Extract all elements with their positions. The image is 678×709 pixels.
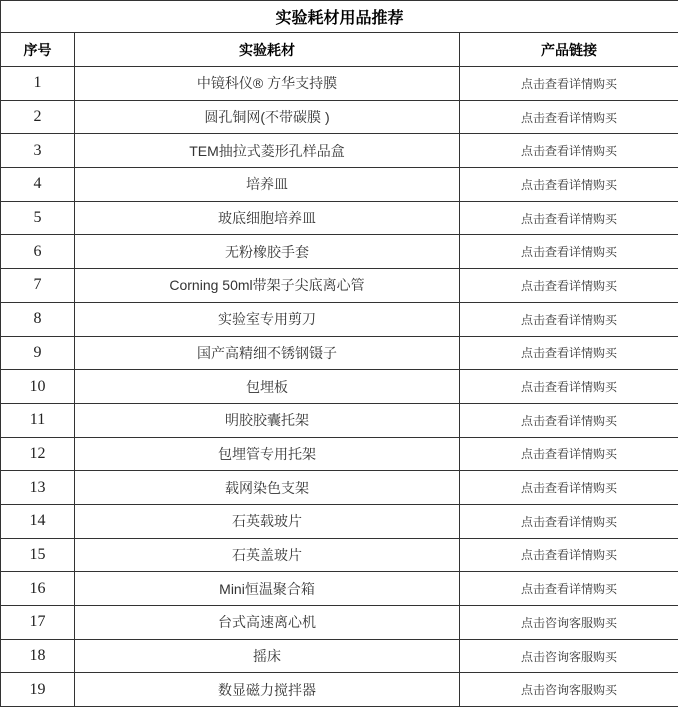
row-link[interactable]: 点击查看详情购买 [460,269,678,303]
row-index: 15 [1,538,75,572]
row-link[interactable]: 点击查看详情购买 [460,235,678,269]
row-item-name: 载网染色支架 [75,471,460,505]
row-index: 11 [1,403,75,437]
column-header-row [1,33,678,67]
row-index: 17 [1,606,75,640]
row-link[interactable]: 点击查看详情购买 [460,471,678,505]
table-row [1,370,678,404]
table-row [1,269,678,303]
row-index: 14 [1,504,75,538]
table-row [1,572,678,606]
row-item-name: 无粉橡胶手套 [75,235,460,269]
row-item-name: 台式高速离心机 [75,606,460,640]
row-item-name: 石英盖玻片 [75,538,460,572]
row-item-name: 包埋板 [75,370,460,404]
row-link[interactable]: 点击查看详情购买 [460,336,678,370]
table-head [1,1,678,67]
table-row [1,673,678,707]
row-link[interactable]: 点击查看详情购买 [460,437,678,471]
row-index: 1 [1,67,75,101]
row-link[interactable]: 点击咨询客服购买 [460,639,678,673]
row-index: 4 [1,168,75,202]
row-link[interactable]: 点击查看详情购买 [460,168,678,202]
table-row [1,168,678,202]
row-item-name: Corning 50ml带架子尖底离心管 [75,269,460,303]
row-item-name: 中镜科仪® 方华支持膜 [75,67,460,101]
table-row [1,201,678,235]
row-index: 16 [1,572,75,606]
row-item-name: 培养皿 [75,168,460,202]
row-index: 18 [1,639,75,673]
column-header-link: 产品链接 [460,33,678,67]
row-item-name: 实验室专用剪刀 [75,302,460,336]
row-link[interactable]: 点击查看详情购买 [460,504,678,538]
table-row [1,67,678,101]
table-row [1,471,678,505]
row-link[interactable]: 点击查看详情购买 [460,201,678,235]
row-item-name: 国产高精细不锈钢镊子 [75,336,460,370]
title-row [1,1,678,33]
row-link[interactable]: 点击查看详情购买 [460,134,678,168]
row-item-name: 玻底细胞培养皿 [75,201,460,235]
table-row [1,302,678,336]
table-row [1,336,678,370]
row-link[interactable]: 点击查看详情购买 [460,67,678,101]
row-index: 12 [1,437,75,471]
table-title: 实验耗材用品推荐 [1,1,678,33]
table-row [1,100,678,134]
row-link[interactable]: 点击咨询客服购买 [460,606,678,640]
row-index: 19 [1,673,75,707]
row-index: 8 [1,302,75,336]
row-index: 10 [1,370,75,404]
row-item-name: TEM抽拉式菱形孔样品盒 [75,134,460,168]
row-link[interactable]: 点击查看详情购买 [460,370,678,404]
row-link[interactable]: 点击查看详情购买 [460,538,678,572]
table-row [1,403,678,437]
table-row [1,134,678,168]
table-row [1,437,678,471]
row-link[interactable]: 点击查看详情购买 [460,572,678,606]
table-row [1,538,678,572]
table-row [1,639,678,673]
table-row [1,606,678,640]
row-item-name: 石英载玻片 [75,504,460,538]
row-item-name: 数显磁力搅拌器 [75,673,460,707]
row-index: 9 [1,336,75,370]
table-body [1,67,678,707]
row-index: 2 [1,100,75,134]
row-index: 7 [1,269,75,303]
row-link[interactable]: 点击查看详情购买 [460,403,678,437]
row-item-name: 明胶胶囊托架 [75,403,460,437]
row-index: 3 [1,134,75,168]
row-item-name: 摇床 [75,639,460,673]
row-link[interactable]: 点击查看详情购买 [460,302,678,336]
row-link[interactable]: 点击查看详情购买 [460,100,678,134]
column-header-item: 实验耗材 [75,33,460,67]
row-link[interactable]: 点击咨询客服购买 [460,673,678,707]
row-index: 5 [1,201,75,235]
row-item-name: Mini恒温聚合箱 [75,572,460,606]
row-item-name: 包埋管专用托架 [75,437,460,471]
table-row [1,504,678,538]
row-item-name: 圆孔铜网(不带碳膜 ) [75,100,460,134]
table-row [1,235,678,269]
row-index: 13 [1,471,75,505]
row-index: 6 [1,235,75,269]
column-header-index: 序号 [1,33,75,67]
